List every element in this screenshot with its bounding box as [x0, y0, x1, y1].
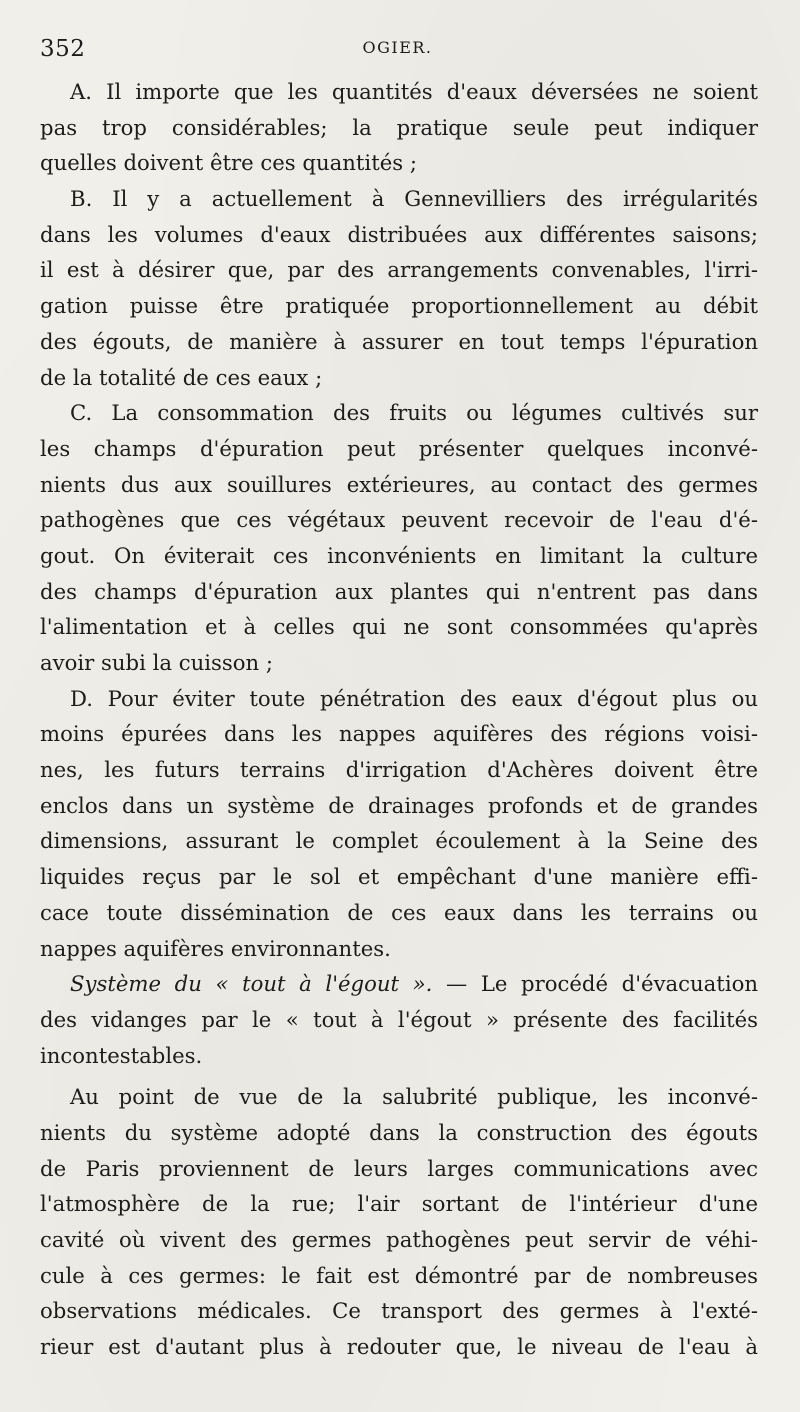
text-line [40, 538, 758, 574]
line-text: des vidanges par le « tout à l'égout » présente des facilités [40, 1006, 758, 1032]
text-body [40, 74, 758, 1365]
line-text: — Le procédé d'évacuation [432, 971, 759, 997]
line-text: observations médicales. Ce transport des germes à l'exté- [40, 1298, 758, 1324]
text-line [40, 859, 758, 895]
text-line [40, 681, 758, 717]
text-line [40, 181, 758, 217]
line-text: B. Il y a actuellement à Gennevilliers des irrégularités [70, 186, 758, 212]
text-line [40, 1115, 758, 1151]
text-line [40, 716, 758, 752]
text-line [40, 1038, 758, 1074]
text-line [40, 788, 758, 824]
line-text: l'atmosphère de la rue; l'air sortant de l'intérieur d'une [40, 1191, 758, 1217]
line-text: Au point de vue de la salubrité publique, les inconvé- [70, 1084, 758, 1110]
text-line [40, 324, 758, 360]
text-line [40, 252, 758, 288]
line-text: avoir subi la cuisson ; [40, 650, 274, 675]
line-text: des égouts, de manière à assurer en tout temps l'épuration [40, 328, 758, 354]
line-text: rieur est d'autant plus à redouter que, le niveau de l'eau à [40, 1334, 758, 1360]
line-text: liquides reçus par le sol et empêchant d'une manière effi- [40, 864, 758, 890]
line-text: cule à ces germes: le fait est démontré par de nombreuses [40, 1262, 758, 1288]
text-line [40, 431, 758, 467]
line-text: il est à désirer que, par des arrangements convenables, l'irri- [40, 257, 758, 283]
text-line [40, 895, 758, 931]
text-line [40, 145, 758, 181]
text-line [40, 823, 758, 859]
text-line [40, 74, 758, 110]
line-text: l'alimentation et à celles qui ne sont consommées qu'après [40, 614, 758, 640]
line-text: les champs d'épuration peut présenter quelques inconvé- [40, 435, 758, 461]
line-text: nes, les futurs terrains d'irrigation d'Achères doivent être [40, 757, 758, 783]
text-line [40, 288, 758, 324]
line-text: pas trop considérables; la pratique seule peut indiquer [40, 114, 758, 140]
text-line [40, 645, 758, 681]
text-line [40, 502, 758, 538]
line-text: cace toute dissémination de ces eaux dans les terrains ou [40, 899, 758, 925]
text-line [40, 1222, 758, 1258]
line-text: de la totalité de ces eaux ; [40, 364, 323, 390]
line-text: cavité où vivent des germes pathogènes peut servir de véhi- [40, 1227, 758, 1252]
text-line [40, 217, 758, 253]
text-line [40, 1151, 758, 1187]
text-line [40, 1079, 758, 1115]
text-line [40, 931, 758, 967]
line-text: de Paris proviennent de leurs larges communications avec [40, 1155, 758, 1181]
text-line [40, 395, 758, 431]
line-text: des champs d'épuration aux plantes qui n'entrent pas dans [40, 578, 758, 604]
line-text: nients du système adopté dans la construction des égouts [40, 1119, 758, 1145]
text-line [40, 467, 758, 503]
line-text: nappes aquifères environnantes. [40, 935, 391, 961]
text-line [40, 1293, 758, 1329]
page-header [40, 36, 755, 66]
line-text: nients dus aux souillures extérieures, au contact des germes [40, 471, 758, 497]
text-line [40, 360, 758, 396]
text-line [40, 1002, 758, 1038]
line-text: enclos dans un système de drainages profonds et de grandes [40, 792, 758, 818]
line-text: incontestables. [40, 1042, 203, 1068]
line-text: moins épurées dans les nappes aquifères des régions voisi- [40, 721, 758, 747]
line-text: dimensions, assurant le complet écoulement à la Seine des [40, 828, 758, 854]
page-number: 352 [40, 36, 86, 62]
text-line [40, 1258, 758, 1294]
line-text: dans les volumes d'eaux distribuées aux différentes saisons; [40, 221, 758, 247]
line-text: pathogènes que ces végétaux peuvent recevoir de l'eau d'é- [40, 507, 758, 533]
text-line [40, 1329, 758, 1365]
line-text: A. Il importe que les quantités d'eaux déversées ne soient [70, 79, 758, 104]
text-line [40, 574, 758, 610]
line-text: C. La consommation des fruits ou légumes cultivés sur [70, 400, 758, 426]
text-line [40, 752, 758, 788]
line-text: gout. On éviterait ces inconvénients en limitant la culture [40, 542, 758, 568]
text-line [40, 110, 758, 146]
line-text: quelles doivent être ces quantités ; [40, 150, 417, 176]
line-text: D. Pour éviter toute pénétration des eaux d'égout plus ou [70, 685, 758, 711]
line-text: gation puisse être pratiquée proportionnellement au débit [40, 293, 758, 319]
section-heading: Système du « tout à l'égout ». [70, 971, 433, 997]
running-title: OGIER. [362, 38, 433, 57]
text-line [40, 609, 758, 645]
text-line [40, 1186, 758, 1222]
text-line [40, 966, 758, 1002]
